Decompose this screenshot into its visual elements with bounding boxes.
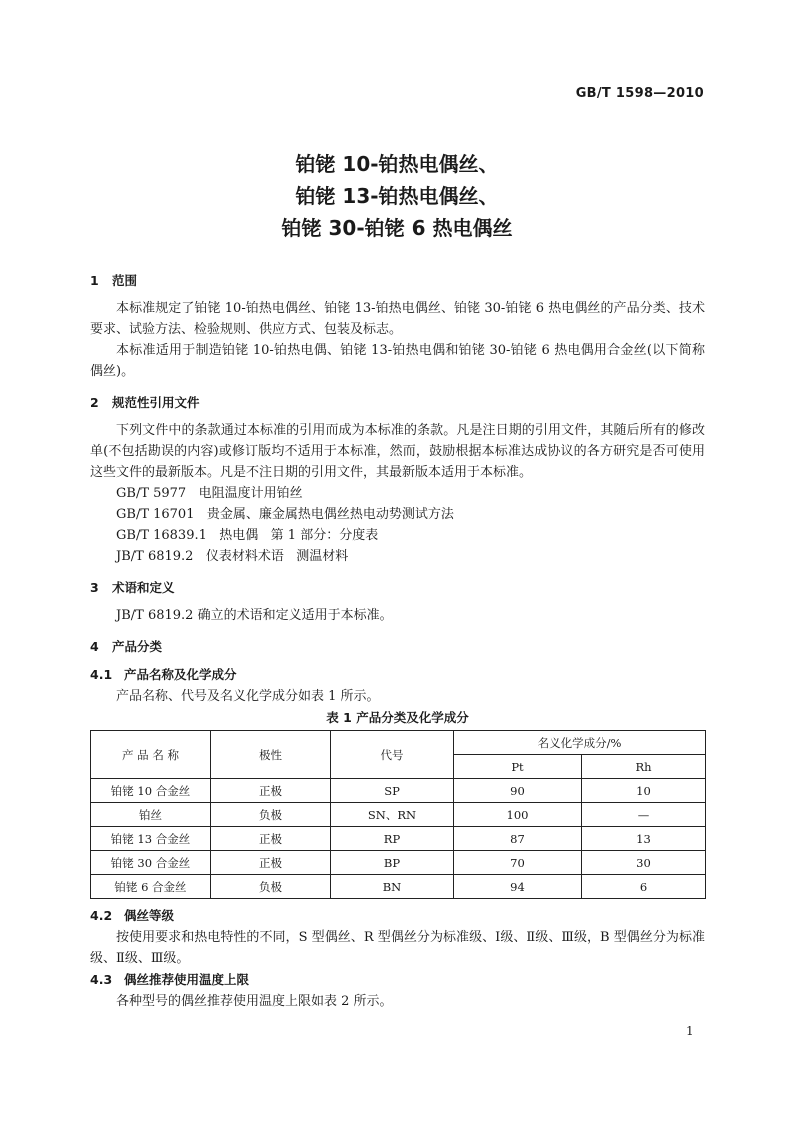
reference-item: GB/T 5977 电阻温度计用铂丝 — [116, 486, 303, 501]
title-line-2: 铂铑 13-铂热电偶丝、 — [295, 184, 499, 208]
cell-code: SP — [331, 779, 454, 803]
paragraph: 各种型号的偶丝推荐使用温度上限如表 2 所示。 — [116, 994, 393, 1009]
title-line-1: 铂铑 10-铂热电偶丝、 — [295, 152, 499, 176]
section-title: 产品分类 — [112, 639, 163, 654]
section-number: 2 — [90, 395, 99, 410]
paragraph: 产品名称、代号及名义化学成分如表 1 所示。 — [116, 689, 380, 704]
cell-rh: — — [582, 803, 706, 827]
section-title: 范围 — [112, 273, 138, 288]
section-number: 4.1 — [90, 667, 113, 682]
cell-rh: 6 — [582, 875, 706, 899]
section-4-2-heading — [90, 905, 705, 927]
header-polarity: 极性 — [211, 731, 331, 779]
paragraph: 本标准适用于制造铂铑 10-铂热电偶、铂铑 13-铂热电偶和铂铑 30-铂铑 6 热电偶用合金丝(以下简称偶丝)。 — [90, 343, 705, 379]
cell-polarity: 正极 — [211, 851, 331, 875]
cell-pt: 94 — [454, 875, 582, 899]
cell-name: 铂铑 13 合金丝 — [91, 827, 211, 851]
standard-code: GB/T 1598—2010 — [575, 86, 704, 101]
cell-polarity: 负极 — [211, 803, 331, 827]
product-table — [90, 730, 706, 899]
cell-code: RP — [331, 827, 454, 851]
table-row — [91, 827, 706, 851]
cell-code: BN — [331, 875, 454, 899]
cell-pt: 70 — [454, 851, 582, 875]
table-row — [91, 851, 706, 875]
section-title: 术语和定义 — [112, 580, 175, 595]
section-title: 产品名称及化学成分 — [124, 667, 237, 682]
cell-pt: 87 — [454, 827, 582, 851]
cell-polarity: 正极 — [211, 779, 331, 803]
page-number: 1 — [686, 1024, 694, 1038]
reference-item: JB/T 6819.2 仪表材料术语 测温材料 — [116, 549, 349, 564]
section-title: 偶丝推荐使用温度上限 — [124, 972, 250, 987]
section-number: 1 — [90, 273, 99, 288]
reference-item: GB/T 16701 贵金属、廉金属热电偶丝热电动势测试方法 — [116, 507, 454, 522]
header-name: 产 品 名 称 — [91, 731, 211, 779]
table-row — [91, 779, 706, 803]
section-4-3-heading — [90, 969, 705, 991]
section-number: 3 — [90, 580, 99, 595]
cell-rh: 30 — [582, 851, 706, 875]
title-line-3: 铂铑 30-铂铑 6 热电偶丝 — [281, 216, 513, 240]
section-4-1-heading — [90, 664, 705, 686]
reference-item: GB/T 16839.1 热电偶 第 1 部分：分度表 — [116, 528, 379, 543]
section-number: 4.3 — [90, 972, 113, 987]
section-number: 4 — [90, 639, 99, 654]
document-body — [90, 270, 705, 1012]
header-pt: Pt — [454, 755, 582, 779]
paragraph: 按使用要求和热电特性的不同，S 型偶丝、R 型偶丝分为标准级、Ⅰ级、Ⅱ级、Ⅲ级，B 型偶丝分为标准级、Ⅱ级、Ⅲ级。 — [90, 930, 705, 966]
cell-polarity: 负极 — [211, 875, 331, 899]
paragraph: JB/T 6819.2 确立的术语和定义适用于本标准。 — [116, 608, 393, 623]
cell-code: SN、RN — [331, 803, 454, 827]
section-title: 偶丝等级 — [124, 908, 175, 923]
table-row — [91, 875, 706, 899]
cell-name: 铂铑 10 合金丝 — [91, 779, 211, 803]
cell-pt: 100 — [454, 803, 582, 827]
cell-name: 铂铑 30 合金丝 — [91, 851, 211, 875]
document-title — [0, 148, 794, 244]
section-title: 规范性引用文件 — [112, 395, 200, 410]
section-2-heading — [90, 392, 705, 414]
cell-pt: 90 — [454, 779, 582, 803]
paragraph: 下列文件中的条款通过本标准的引用而成为本标准的条款。凡是注日期的引用文件，其随后所有的修改单(不包括勘误的内容)或修订版均不适用于本标准，然而，鼓励根据本标准达成协议的各方研究是否可使用这些文件的最新版本。凡是不注日期的引用文件，其最新版本适用于本标准。 — [90, 423, 705, 480]
cell-rh: 13 — [582, 827, 706, 851]
cell-name: 铂丝 — [91, 803, 211, 827]
section-3-heading — [90, 577, 705, 599]
cell-rh: 10 — [582, 779, 706, 803]
section-4-heading — [90, 636, 705, 658]
table-caption: 表 1 产品分类及化学成分 — [326, 710, 469, 725]
table-row — [91, 803, 706, 827]
header-composition: 名义化学成分/% — [454, 731, 706, 755]
cell-code: BP — [331, 851, 454, 875]
header-rh: Rh — [582, 755, 706, 779]
section-number: 4.2 — [90, 908, 113, 923]
cell-name: 铂铑 6 合金丝 — [91, 875, 211, 899]
section-1-heading — [90, 270, 705, 292]
paragraph: 本标准规定了铂铑 10-铂热电偶丝、铂铑 13-铂热电偶丝、铂铑 30-铂铑 6 热电偶丝的产品分类、技术要求、试验方法、检验规则、供应方式、包装及标志。 — [90, 301, 705, 337]
header-code: 代号 — [331, 731, 454, 779]
cell-polarity: 正极 — [211, 827, 331, 851]
